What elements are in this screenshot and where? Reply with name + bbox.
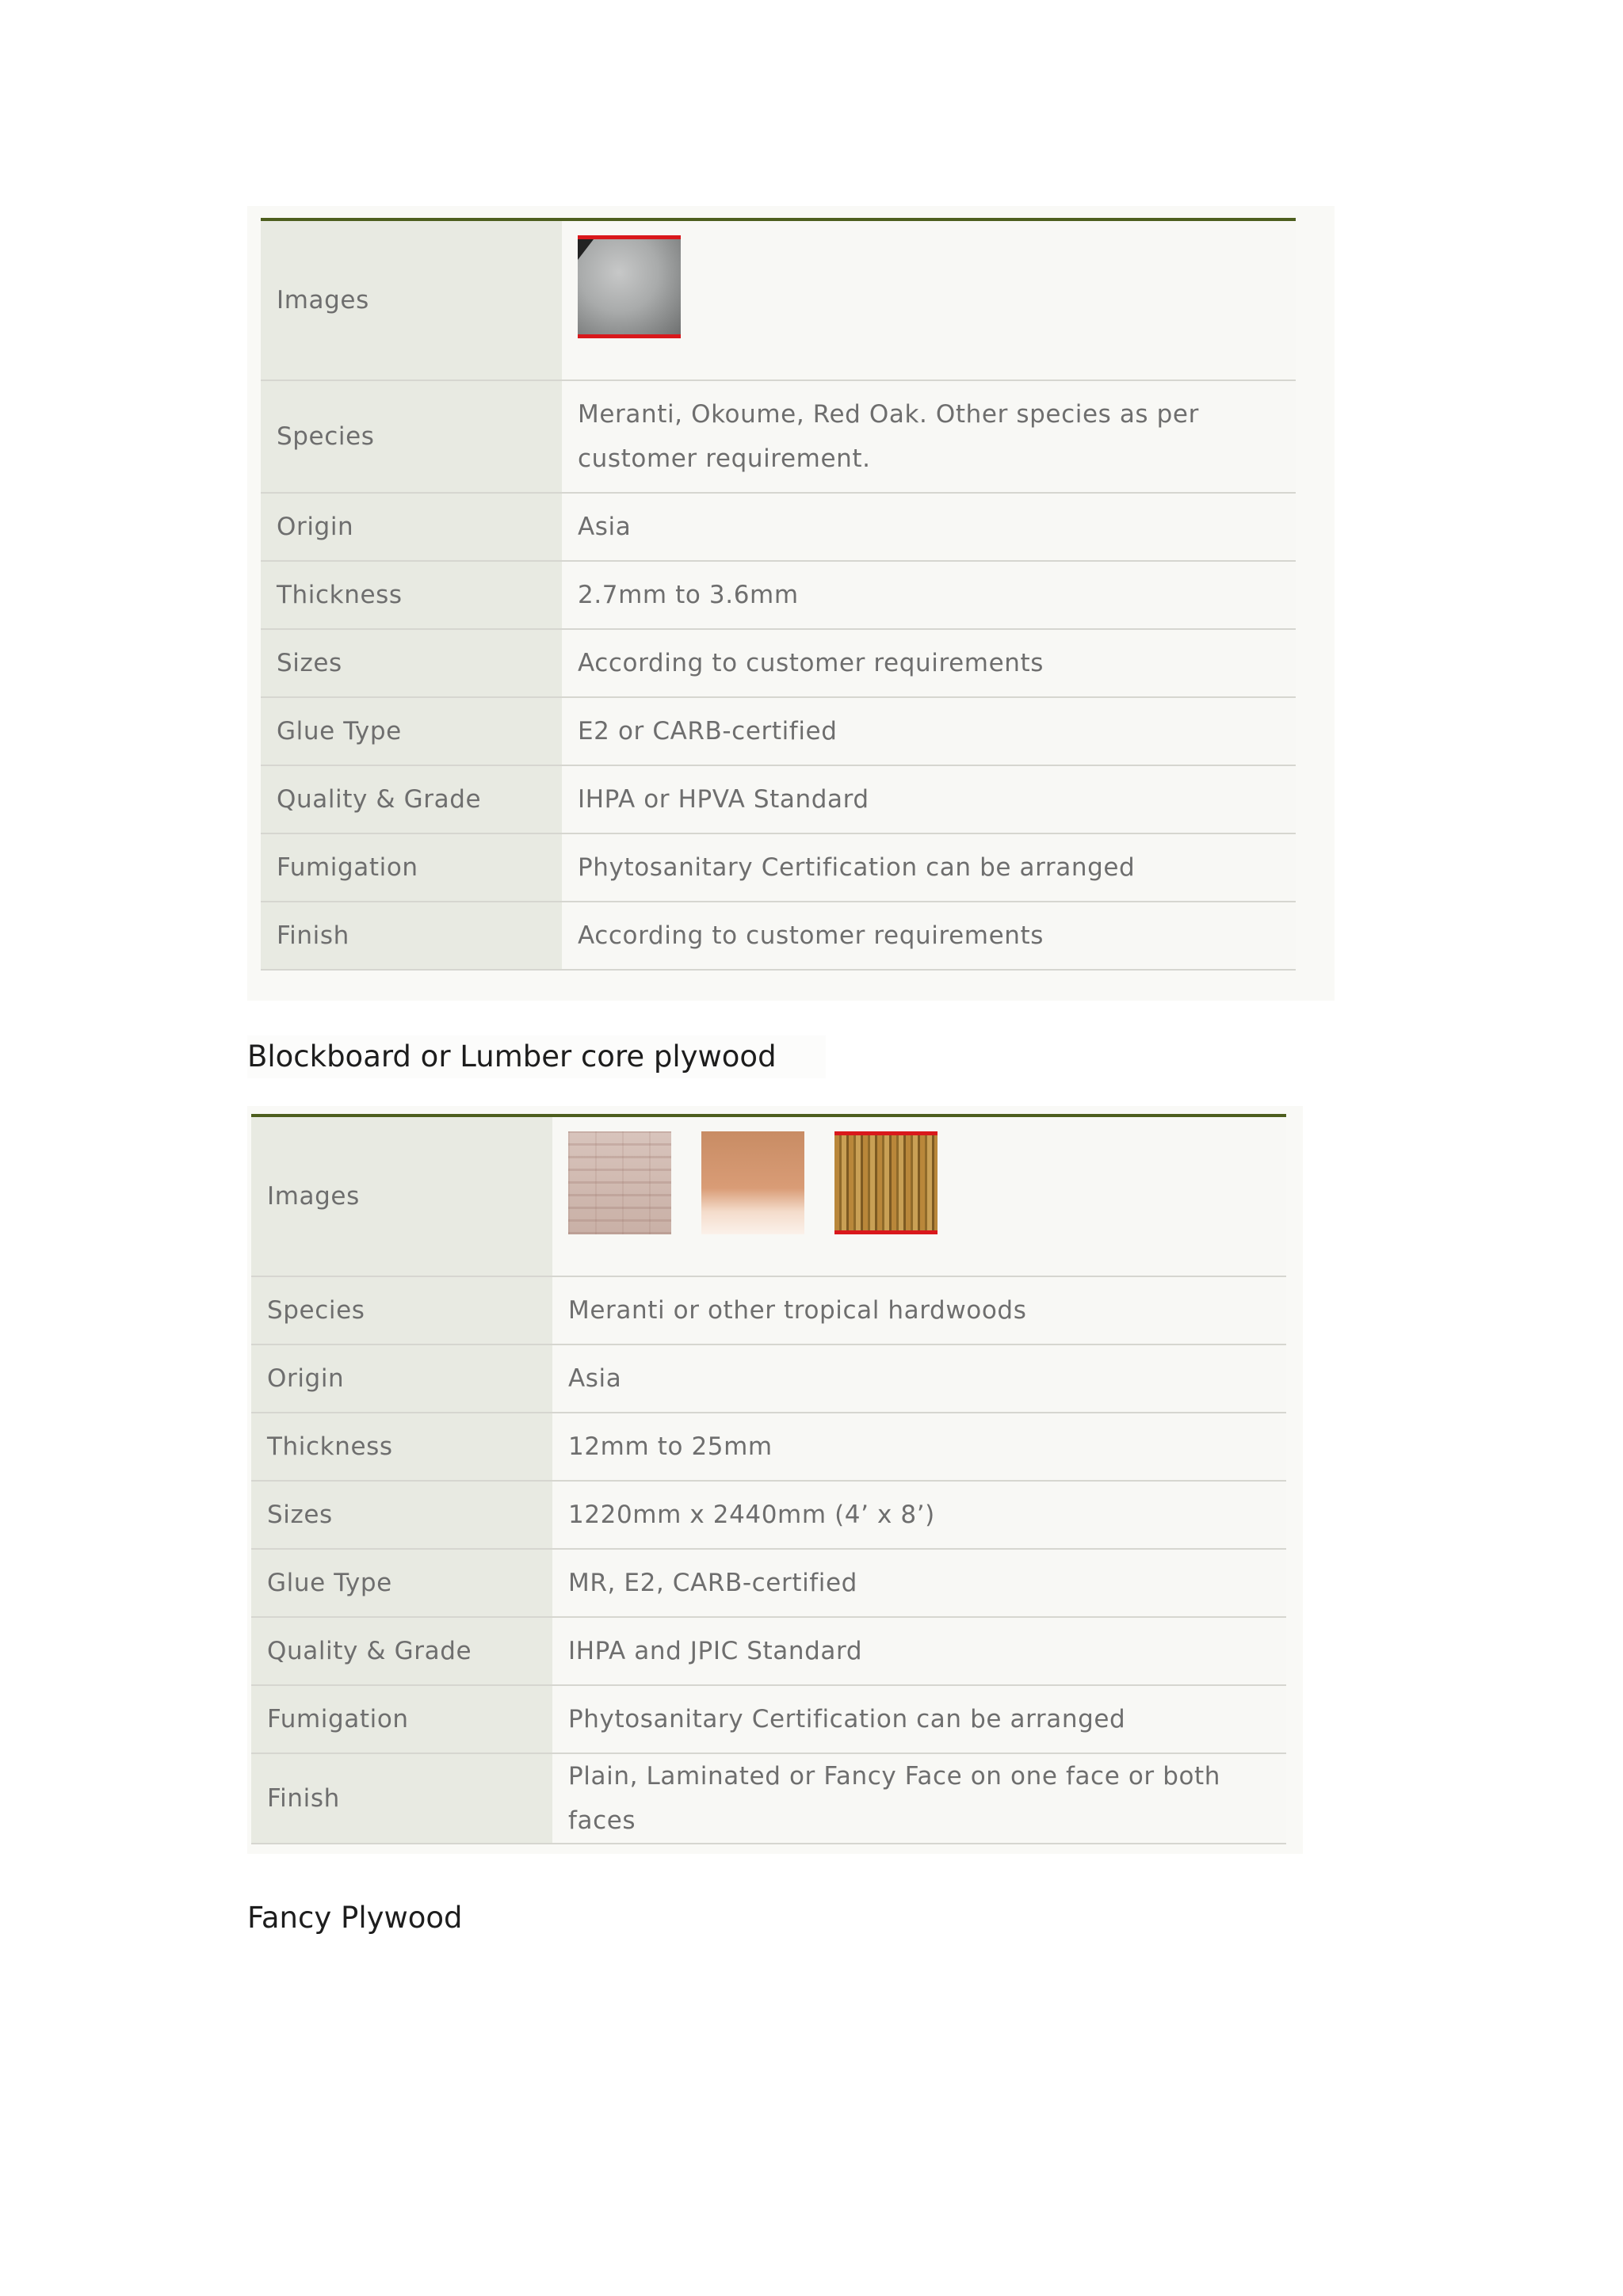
section-heading-fancy-plywood: Fancy Plywood bbox=[247, 1901, 463, 1935]
table-row bbox=[251, 1753, 1286, 1844]
row-value: IHPA or HPVA Standard bbox=[562, 765, 1296, 833]
row-label: Origin bbox=[251, 1344, 552, 1413]
section-heading-blockboard: Blockboard or Lumber core plywood bbox=[247, 1035, 826, 1078]
blockboard-thumbnail-image-3[interactable] bbox=[834, 1131, 938, 1234]
row-label: Fumigation bbox=[251, 1685, 552, 1753]
table-row bbox=[261, 561, 1296, 629]
row-label: Fumigation bbox=[261, 833, 562, 902]
blockboard-thumbnail-image-1[interactable] bbox=[568, 1131, 671, 1234]
row-value: 12mm to 25mm bbox=[552, 1413, 1286, 1481]
row-value: Asia bbox=[562, 493, 1296, 561]
table-row bbox=[251, 1617, 1286, 1685]
table-row bbox=[251, 1549, 1286, 1617]
blockboard-spec-panel bbox=[247, 1106, 1303, 1854]
table-row bbox=[261, 380, 1296, 493]
row-label: Thickness bbox=[251, 1413, 552, 1481]
row-value: According to customer requirements bbox=[562, 629, 1296, 697]
table-row bbox=[251, 1276, 1286, 1344]
row-label: Finish bbox=[261, 902, 562, 970]
row-value: 1220mm x 2440mm (4’ x 8’) bbox=[552, 1481, 1286, 1549]
row-label: Finish bbox=[251, 1753, 552, 1844]
row-label: Origin bbox=[261, 493, 562, 561]
table-row bbox=[261, 765, 1296, 833]
plywood-spec-table bbox=[261, 218, 1296, 971]
row-value: According to customer requirements bbox=[562, 902, 1296, 970]
row-value: E2 or CARB-certified bbox=[562, 697, 1296, 765]
row-label: Sizes bbox=[251, 1481, 552, 1549]
row-value: 2.7mm to 3.6mm bbox=[562, 561, 1296, 629]
table-row-images bbox=[261, 219, 1296, 380]
table-row-images bbox=[251, 1116, 1286, 1276]
row-label: Thickness bbox=[261, 561, 562, 629]
images-cell bbox=[562, 219, 1296, 380]
row-label: Glue Type bbox=[261, 697, 562, 765]
table-row bbox=[261, 629, 1296, 697]
table-row bbox=[261, 697, 1296, 765]
plywood-spec-panel bbox=[247, 206, 1335, 1001]
row-value: IHPA and JPIC Standard bbox=[552, 1617, 1286, 1685]
blockboard-spec-table bbox=[251, 1114, 1286, 1844]
row-value: Phytosanitary Certification can be arranged bbox=[552, 1685, 1286, 1753]
row-label: Species bbox=[251, 1276, 552, 1344]
row-value: MR, E2, CARB-certified bbox=[552, 1549, 1286, 1617]
table-row bbox=[261, 902, 1296, 970]
row-value: Plain, Laminated or Fancy Face on one face or both faces bbox=[552, 1753, 1286, 1844]
plywood-thumbnail-image[interactable] bbox=[578, 235, 681, 338]
row-label: Images bbox=[251, 1116, 552, 1276]
table-row bbox=[261, 493, 1296, 561]
row-label: Quality & Grade bbox=[251, 1617, 552, 1685]
row-label: Images bbox=[261, 219, 562, 380]
images-cell bbox=[552, 1116, 1286, 1276]
row-label: Glue Type bbox=[251, 1549, 552, 1617]
table-row bbox=[251, 1413, 1286, 1481]
blockboard-thumbnail-image-2[interactable] bbox=[701, 1131, 804, 1234]
table-row bbox=[251, 1481, 1286, 1549]
table-row bbox=[251, 1685, 1286, 1753]
row-label: Quality & Grade bbox=[261, 765, 562, 833]
row-label: Sizes bbox=[261, 629, 562, 697]
row-value: Asia bbox=[552, 1344, 1286, 1413]
row-value: Meranti, Okoume, Red Oak. Other species as per customer requirement. bbox=[562, 380, 1296, 493]
row-label: Species bbox=[261, 380, 562, 493]
row-value: Phytosanitary Certification can be arranged bbox=[562, 833, 1296, 902]
table-row bbox=[261, 833, 1296, 902]
row-value: Meranti or other tropical hardwoods bbox=[552, 1276, 1286, 1344]
table-row bbox=[251, 1344, 1286, 1413]
